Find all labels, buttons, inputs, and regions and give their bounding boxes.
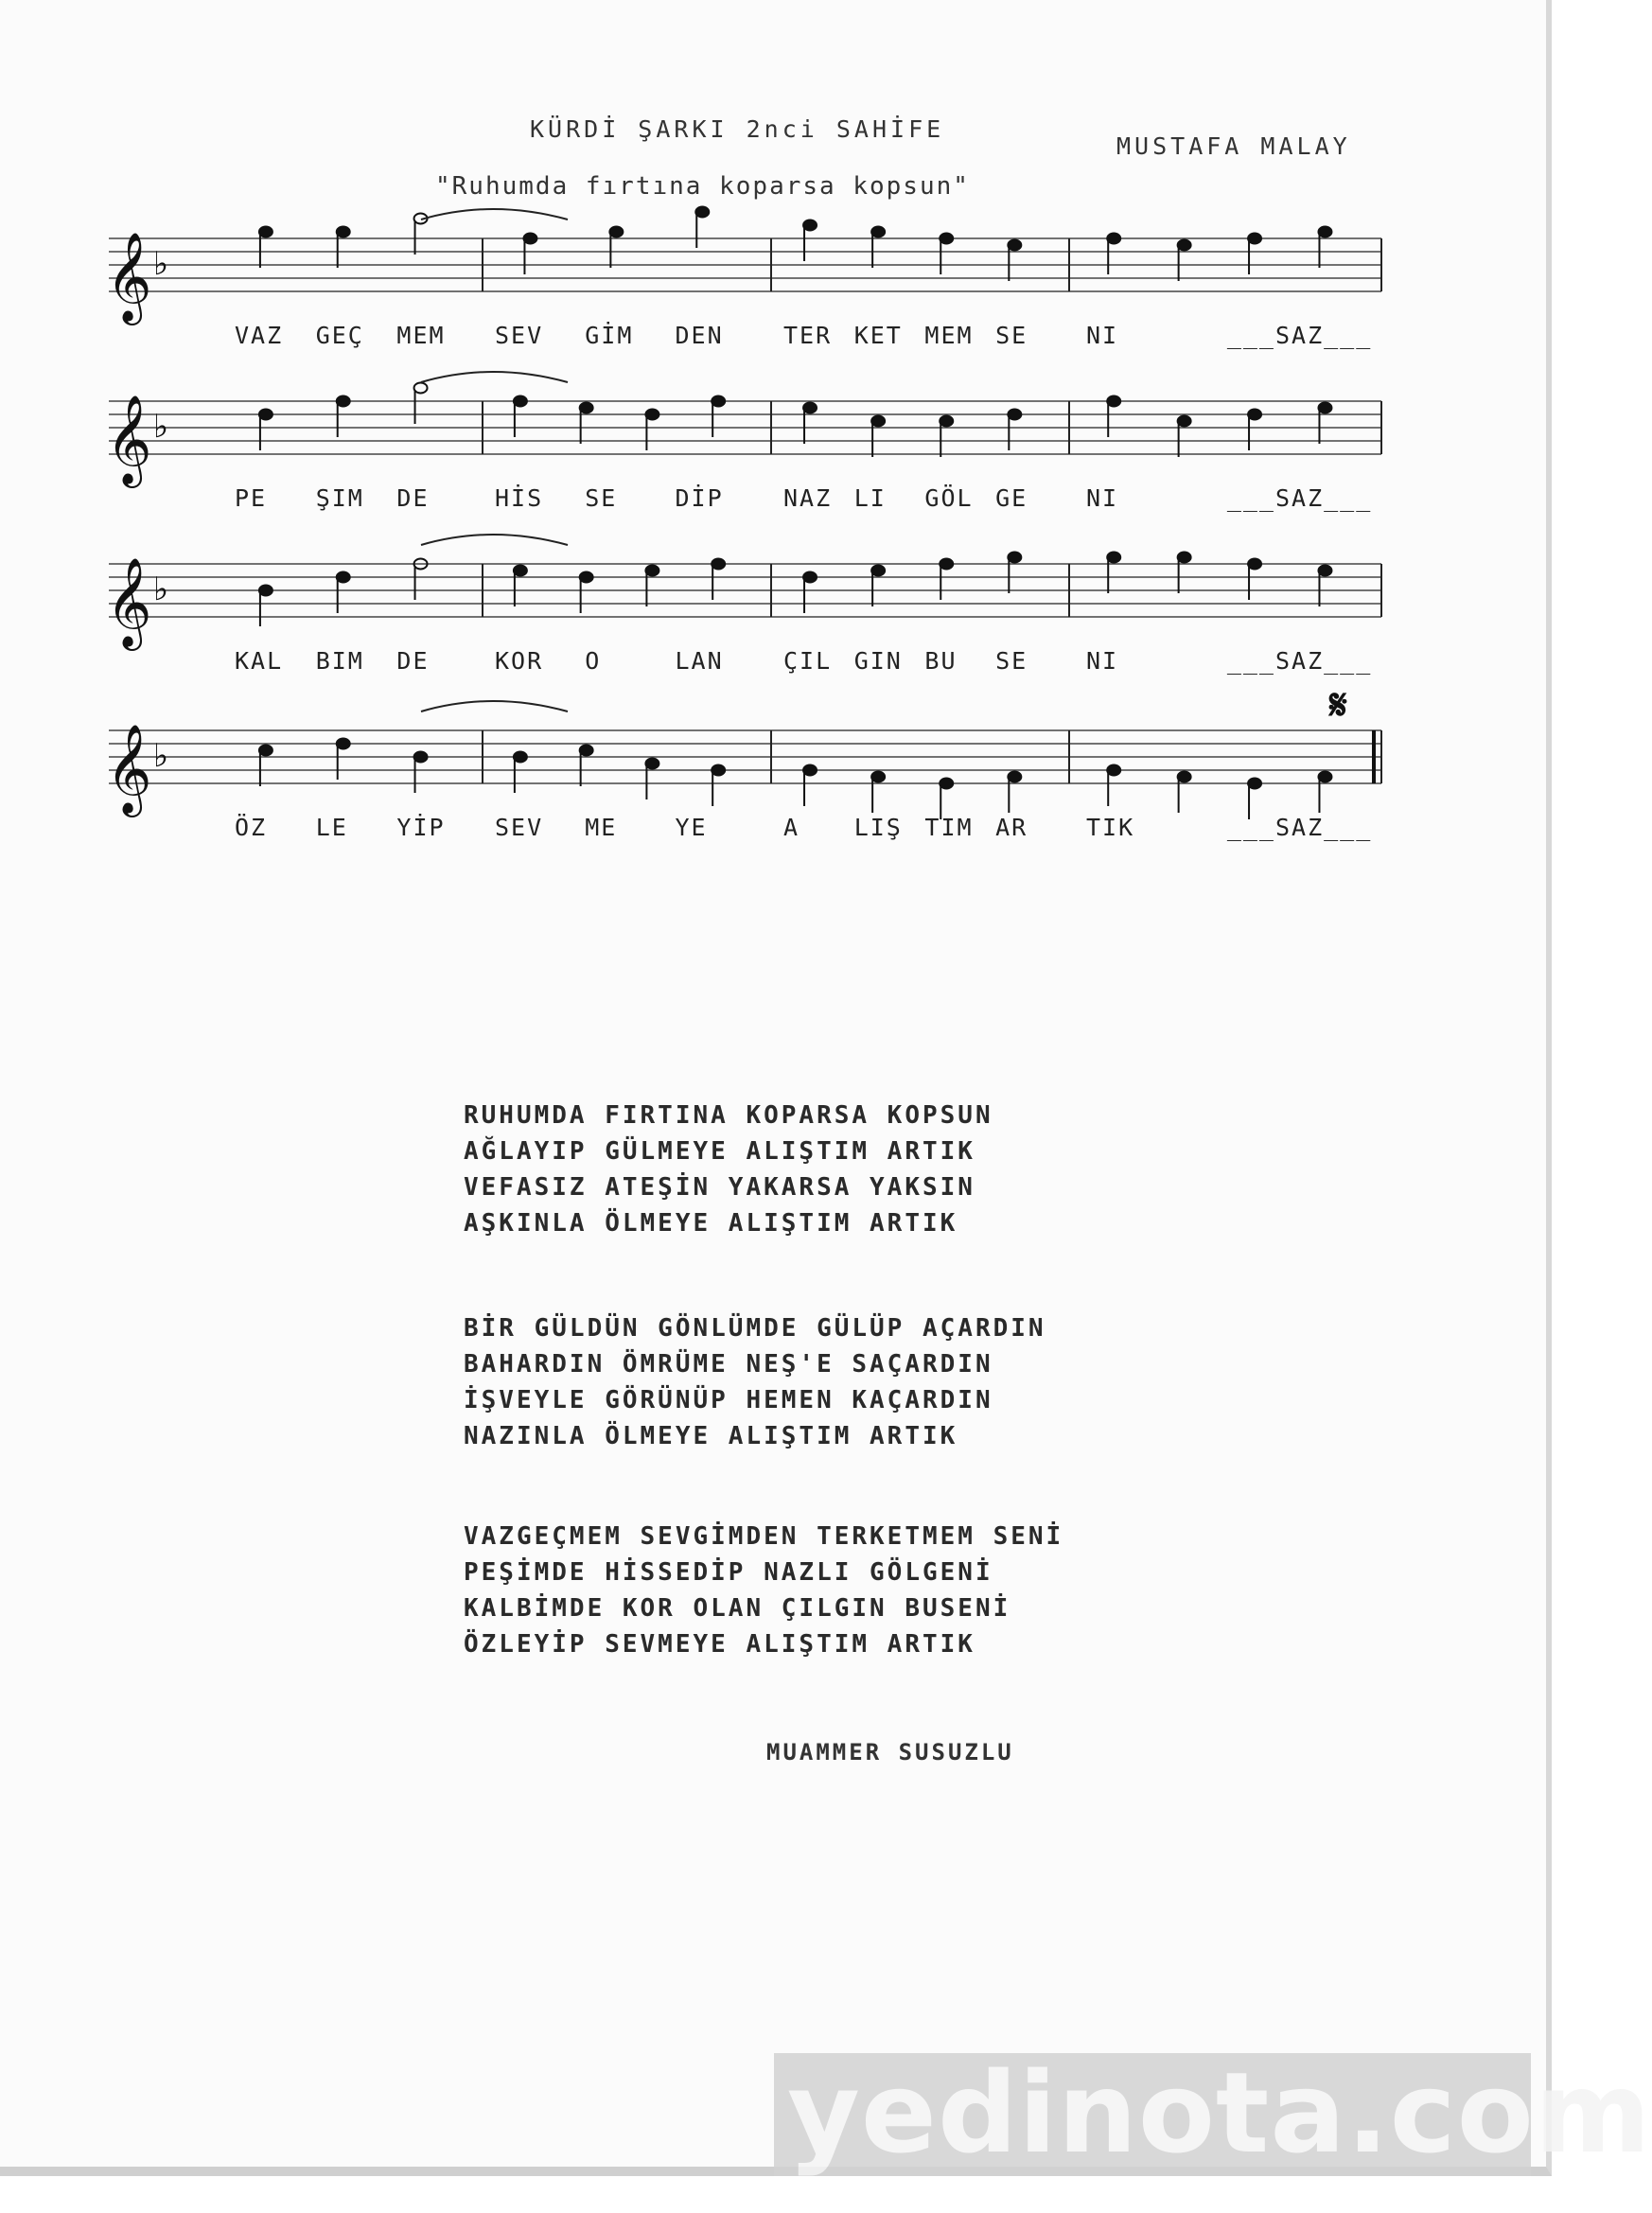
lyric-syllable: MEM <box>396 322 446 349</box>
note-head <box>1248 779 1261 789</box>
key-signature-flat-icon: ♭ <box>153 408 169 446</box>
note-head <box>1178 772 1191 782</box>
treble-clef-icon: 𝄞 <box>106 724 152 814</box>
note-head <box>580 572 593 583</box>
lyric-syllable: TIK <box>1086 814 1135 841</box>
lyric-syllable: LIŞ <box>853 814 903 841</box>
lyric-syllable: DİP <box>675 484 724 512</box>
note-head <box>580 746 593 756</box>
lyric-syllable: KAL <box>235 647 284 675</box>
note-head <box>259 746 272 756</box>
note-head <box>337 739 350 749</box>
key-signature-flat-icon: ♭ <box>153 571 169 608</box>
verse-line: KALBİMDE KOR OLAN ÇILGIN BUSENİ <box>464 1594 1011 1623</box>
lyric-syllable: PE <box>235 484 268 512</box>
note-head <box>337 227 350 237</box>
lyric-syllable: NI <box>1086 322 1119 349</box>
lyric-syllable: ÖZ <box>235 814 268 841</box>
lyric-syllable: SE <box>995 322 1028 349</box>
lyric-syllable: ME <box>585 814 618 841</box>
lyric-syllable: KET <box>853 322 903 349</box>
note-head <box>803 403 817 413</box>
lyric-syllable: ___SAZ___ <box>1226 484 1373 512</box>
lyric-syllable: GEÇ <box>315 322 364 349</box>
treble-clef-icon: 𝄞 <box>106 395 152 484</box>
verse-line: BAHARDIN ÖMRÜME NEŞ'E SAÇARDIN <box>464 1350 993 1379</box>
verse-line: VAZGEÇMEM SEVGİMDEN TERKETMEM SENİ <box>464 1522 1064 1551</box>
note-head <box>514 566 527 576</box>
note-head <box>803 765 817 776</box>
note-head <box>1318 403 1331 413</box>
note-head <box>1178 553 1191 563</box>
note-head <box>871 227 885 237</box>
lyric-syllable: ___SAZ___ <box>1226 322 1373 349</box>
lyric-syllable: GE <box>995 484 1028 512</box>
treble-clef-icon: 𝄞 <box>106 557 152 647</box>
lyric-syllable: AR <box>995 814 1028 841</box>
lyric-syllable: ÇIL <box>783 647 833 675</box>
note-head <box>1107 765 1120 776</box>
verse-line: VEFASIZ ATEŞİN YAKARSA YAKSIN <box>464 1173 975 1202</box>
key-signature-flat-icon: ♭ <box>153 737 169 775</box>
note-head <box>940 559 953 570</box>
lyric-syllable: SEV <box>495 322 544 349</box>
composer-name: MUSTAFA MALAY <box>1116 132 1351 160</box>
verse-line: AŞKINLA ÖLMEYE ALIŞTIM ARTIK <box>464 1209 958 1238</box>
note-head <box>871 566 885 576</box>
segno-icon: 𝄋 <box>1329 681 1347 729</box>
note-head <box>1107 234 1120 244</box>
treble-clef-icon: 𝄞 <box>106 232 152 322</box>
note-head <box>1248 559 1261 570</box>
tie-arc <box>421 372 568 382</box>
lyric-syllable: ___SAZ___ <box>1226 647 1373 675</box>
note-head <box>1008 553 1021 563</box>
note-head <box>645 759 659 769</box>
verse-line: AĞLAYIP GÜLMEYE ALIŞTIM ARTIK <box>464 1137 975 1166</box>
lyricist-name: MUAMMER SUSUZLU <box>766 1739 1014 1765</box>
note-head <box>1107 396 1120 407</box>
lyric-syllable: SEV <box>495 814 544 841</box>
tie-arc <box>421 209 568 220</box>
watermark <box>774 2047 1652 2178</box>
lyric-syllable: LAN <box>675 647 724 675</box>
verse-line: İŞVEYLE GÖRÜNÜP HEMEN KAÇARDIN <box>464 1386 993 1414</box>
lyric-syllable: ŞIM <box>315 484 364 512</box>
key-signature-flat-icon: ♭ <box>153 245 169 283</box>
lyric-syllable: BIM <box>315 647 364 675</box>
note-head <box>1318 772 1331 782</box>
note-head <box>871 416 885 427</box>
lyric-syllable: ___SAZ___ <box>1226 814 1373 841</box>
lyric-syllable: GIN <box>853 647 903 675</box>
note-head <box>1008 240 1021 251</box>
note-head <box>940 779 953 789</box>
song-subtitle: "Ruhumda fırtına koparsa kopsun" <box>435 172 970 201</box>
lyric-syllable: LE <box>315 814 348 841</box>
lyric-syllable: VAZ <box>235 322 284 349</box>
note-head <box>712 765 725 776</box>
lyric-syllable: DE <box>396 484 430 512</box>
lyric-syllable: NI <box>1086 647 1119 675</box>
lyric-syllable: O <box>585 647 602 675</box>
song-title: KÜRDİ ŞARKI 2nci SAHİFE <box>530 115 945 143</box>
note-head <box>523 234 536 244</box>
lyric-syllable: SE <box>995 647 1028 675</box>
lyric-syllable: NI <box>1086 484 1119 512</box>
note-head <box>1107 553 1120 563</box>
music-staff-1 <box>95 191 1400 342</box>
verse-line: BİR GÜLDÜN GÖNLÜMDE GÜLÜP AÇARDIN <box>464 1314 1046 1343</box>
note-head <box>514 752 527 763</box>
note-head <box>1178 416 1191 427</box>
note-head <box>514 396 527 407</box>
tie-arc <box>421 701 568 711</box>
lyric-syllable: TER <box>783 322 833 349</box>
verse-line: NAZINLA ÖLMEYE ALIŞTIM ARTIK <box>464 1422 958 1450</box>
lyric-syllable: GÖL <box>924 484 974 512</box>
note-head <box>871 772 885 782</box>
note-head <box>259 586 272 596</box>
tie-arc <box>421 535 568 545</box>
note-head <box>645 410 659 420</box>
note-head <box>337 572 350 583</box>
music-staff-3 <box>95 517 1400 668</box>
lyric-syllable: YİP <box>396 814 446 841</box>
music-staff-2 <box>95 354 1400 505</box>
verse-3 <box>464 1519 1063 1662</box>
lyric-syllable: HİS <box>495 484 544 512</box>
lyric-syllable: NAZ <box>783 484 833 512</box>
lyric-syllable: GİM <box>585 322 634 349</box>
lyric-syllable: YE <box>675 814 708 841</box>
lyric-syllable: KOR <box>495 647 544 675</box>
note-head <box>259 410 272 420</box>
music-staff-4 <box>95 683 1400 834</box>
note-head <box>645 566 659 576</box>
note-head <box>1248 410 1261 420</box>
note-head <box>803 572 817 583</box>
lyric-syllable: SE <box>585 484 618 512</box>
note-head <box>695 207 709 218</box>
note-head <box>1008 772 1021 782</box>
verse-line: RUHUMDA FIRTINA KOPARSA KOPSUN <box>464 1101 993 1130</box>
lyric-syllable: DE <box>396 647 430 675</box>
verse-1 <box>464 1098 993 1241</box>
note-head <box>940 416 953 427</box>
note-head <box>414 383 428 394</box>
lyric-syllable: BU <box>924 647 958 675</box>
lyric-syllable: DEN <box>675 322 724 349</box>
note-head <box>1008 410 1021 420</box>
note-head <box>712 396 725 407</box>
note-head <box>1318 566 1331 576</box>
verse-line: ÖZLEYİP SEVMEYE ALIŞTIM ARTIK <box>464 1630 975 1659</box>
note-head <box>1248 234 1261 244</box>
note-head <box>712 559 725 570</box>
note-head <box>1318 227 1331 237</box>
lyric-syllable: LI <box>853 484 887 512</box>
watermark-text: yedinota.com <box>787 2047 1652 2178</box>
lyric-syllable: MEM <box>924 322 974 349</box>
note-head <box>337 396 350 407</box>
note-head <box>1178 240 1191 251</box>
note-head <box>609 227 623 237</box>
lyric-syllable: A <box>783 814 800 841</box>
note-head <box>940 234 953 244</box>
note-head <box>414 752 428 763</box>
verse-line: PEŞİMDE HİSSEDİP NAZLI GÖLGENİ <box>464 1558 993 1587</box>
note-head <box>803 220 817 231</box>
lyric-syllable: TIM <box>924 814 974 841</box>
note-head <box>259 227 272 237</box>
note-head <box>580 403 593 413</box>
verse-2 <box>464 1310 1046 1454</box>
